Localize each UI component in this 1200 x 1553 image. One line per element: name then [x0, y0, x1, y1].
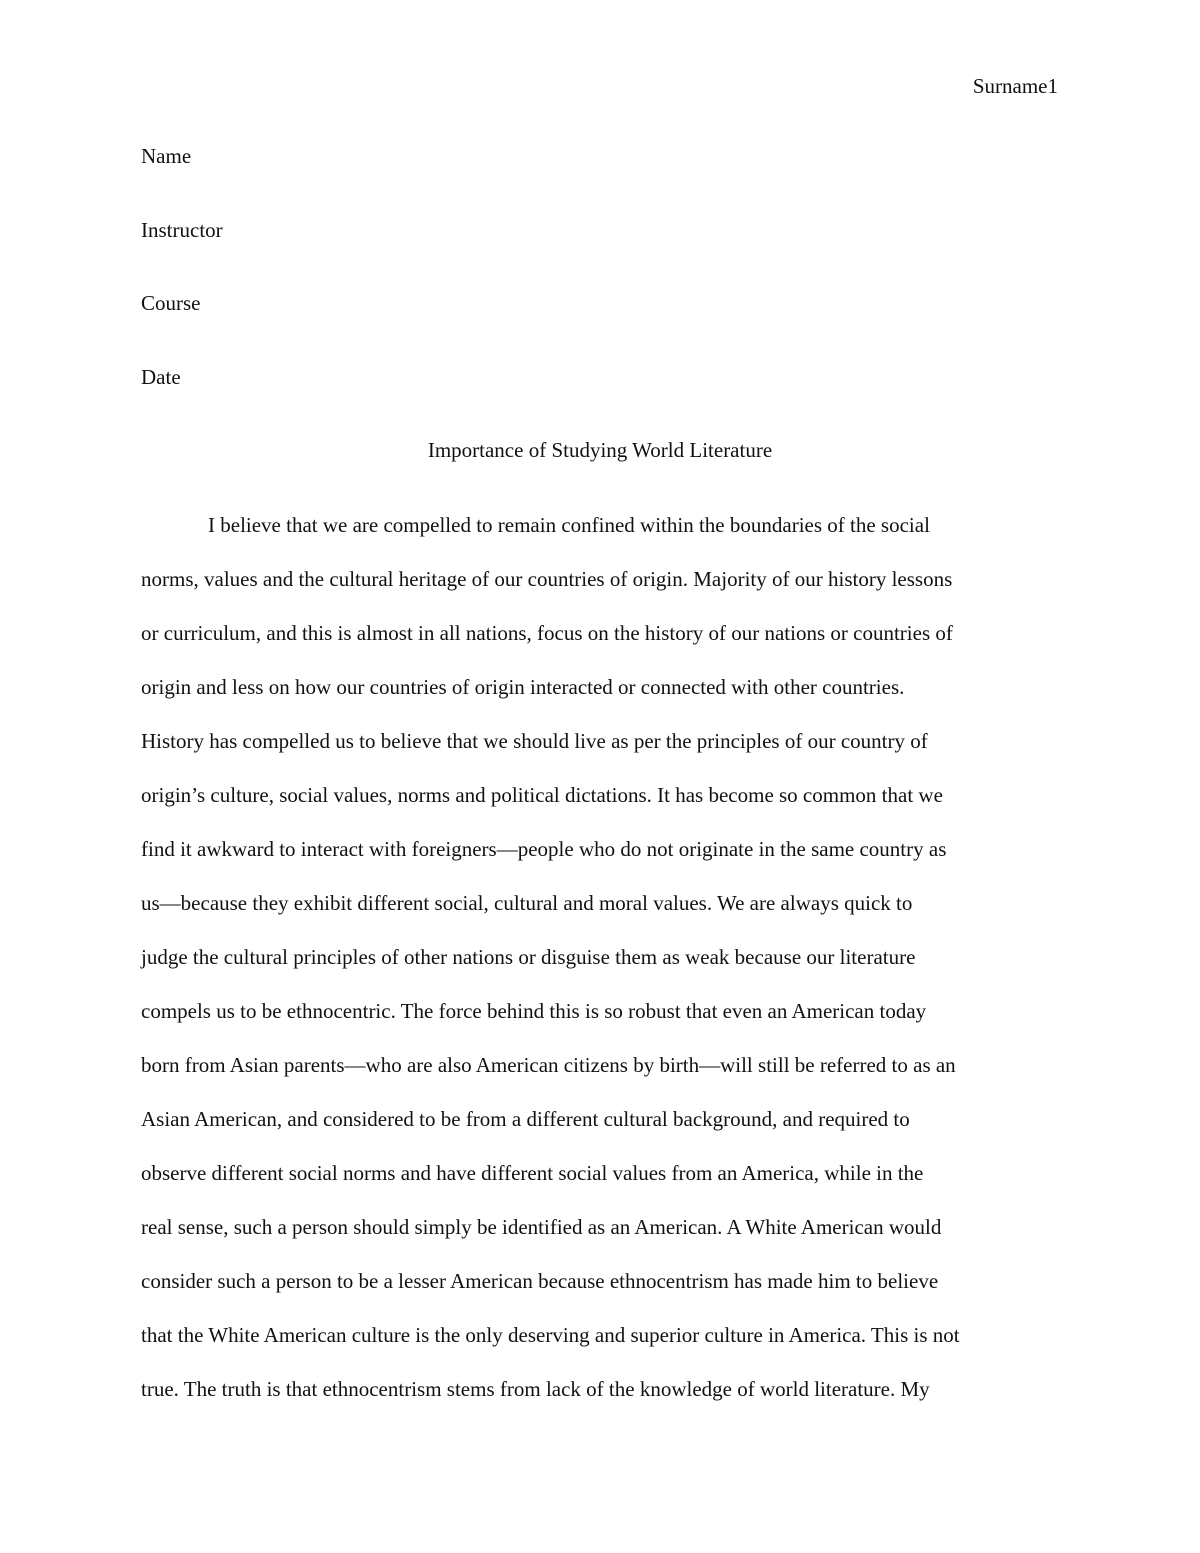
paragraph-line: true. The truth is that ethnocentrism stems from lack of the knowledge of world literature. My: [141, 1377, 930, 1401]
paragraph-line: consider such a person to be a lesser American because ethnocentrism has made him to believe: [141, 1269, 939, 1293]
paragraph-line: origin’s culture, social values, norms and political dictations. It has become so common that we: [141, 783, 943, 807]
paragraph-line: judge the cultural principles of other nations or disguise them as weak because our literature: [141, 945, 916, 969]
paragraph-line: History has compelled us to believe that we should live as per the principles of our country of: [141, 729, 928, 753]
heading-instructor: Instructor: [141, 218, 223, 242]
paragraph-line: compels us to be ethnocentric. The force behind this is so robust that even an American today: [141, 999, 927, 1023]
paragraph-line: I believe that we are compelled to remain confined within the boundaries of the social: [208, 513, 930, 537]
paragraph-line: born from Asian parents—who are also American citizens by birth—will still be referred to as an: [141, 1053, 956, 1077]
essay-title: Importance of Studying World Literature: [427, 438, 773, 462]
paragraph-line: that the White American culture is the only deserving and superior culture in America. This is not: [141, 1323, 960, 1347]
paragraph-line: observe different social norms and have different social values from an America, while in the: [141, 1161, 924, 1185]
paragraph-line: or curriculum, and this is almost in all nations, focus on the history of our nations or countries of: [141, 621, 953, 645]
paragraph-line: real sense, such a person should simply be identified as an American. A White American would: [141, 1215, 942, 1239]
paragraph-line: Asian American, and considered to be from a different cultural background, and required to: [141, 1107, 910, 1131]
heading-course: Course: [141, 291, 201, 315]
paragraph-line: norms, values and the cultural heritage of our countries of origin. Majority of our history lessons: [141, 567, 953, 591]
heading-name: Name: [141, 144, 192, 168]
paragraph-line: us—because they exhibit different social, cultural and moral values. We are always quick to: [141, 891, 913, 915]
paragraph-line: origin and less on how our countries of origin interacted or connected with other countries.: [141, 675, 905, 699]
paragraph-line: find it awkward to interact with foreigners—people who do not originate in the same country as: [141, 837, 947, 861]
running-head: Surname1: [972, 74, 1058, 98]
heading-date: Date: [141, 365, 181, 389]
